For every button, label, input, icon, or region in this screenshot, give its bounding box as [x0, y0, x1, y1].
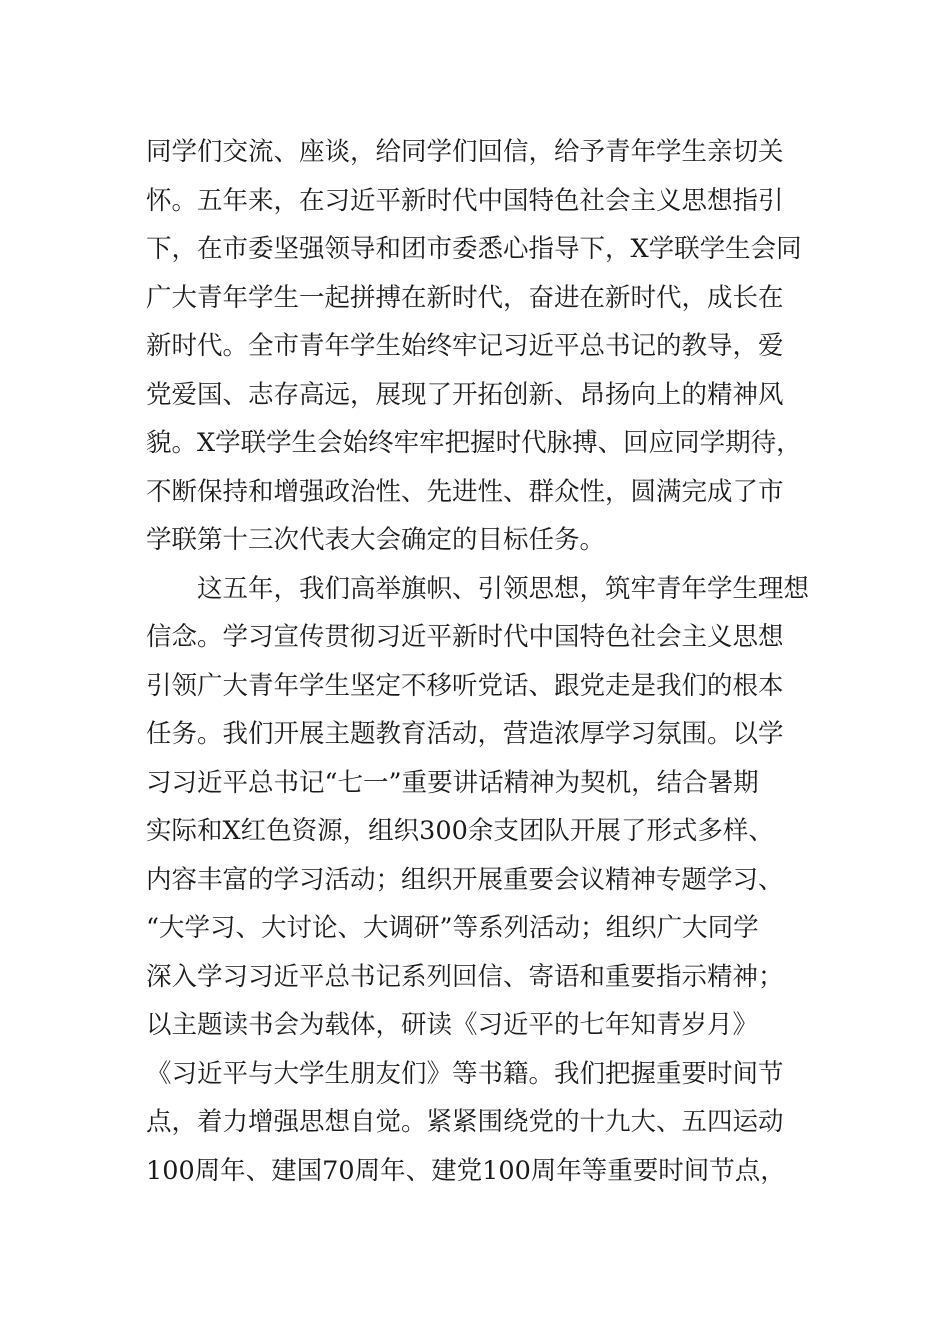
text-line: 以主题读书会为载体，研读《习近平的七年知青岁月》	[146, 1010, 759, 1040]
text-line: 习习近平总书记“七一”重要讲话精神为契机，结合暑期	[146, 767, 759, 798]
text-line: 这五年，我们高举旗帜、引领思想，筑牢青年学生理想	[146, 573, 810, 604]
text-line: 不断保持和增强政治性、先进性、群众性，圆满完成了市	[146, 476, 784, 507]
text-line: 党爱国、志存高远，展现了开拓创新、昂扬向上的精神风	[146, 379, 784, 410]
text-line: 引领广大青年学生坚定不移听党话、跟党走是我们的根本	[146, 670, 784, 701]
text-line: “大学习、大讨论、大调研”等系列活动；组织广大同学	[146, 913, 759, 943]
text-line: 广大青年学生一起拼搏在新时代，奋进在新时代，成长在	[146, 282, 784, 313]
body-text	[146, 128, 816, 1195]
text-line: 任务。我们开展主题教育活动，营造浓厚学习氛围。以学	[146, 719, 784, 749]
text-line: 怀。五年来，在习近平新时代中国特色社会主义思想指引	[146, 185, 784, 216]
text-line: 点，着力增强思想自觉。紧紧围绕党的十九大、五四运动	[146, 1107, 784, 1137]
text-line: 新时代。全市青年学生始终牢记习近平总书记的教导，爱	[146, 331, 784, 361]
text-line: 同学们交流、座谈，给同学们回信，给予青年学生亲切关	[146, 137, 784, 167]
text-line: 100周年、建国70周年、建党100周年等重要时间节点，	[146, 1155, 786, 1186]
text-line: 深入学习习近平总书记系列回信、寄语和重要指示精神；	[146, 961, 784, 992]
text-line: 内容丰富的学习活动；组织开展重要会议精神专题学习、	[146, 864, 784, 895]
text-line: 《习近平与大学生朋友们》等书籍。我们把握重要时间节	[146, 1058, 784, 1089]
text-line: 貌。X学联学生会始终牢牢把握时代脉搏、回应同学期待，	[146, 428, 802, 458]
text-line: 下，在市委坚强领导和团市委悉心指导下，X学联学生会同	[146, 234, 802, 264]
text-line: 实际和X红色资源，组织300余支团队开展了形式多样、	[146, 816, 774, 846]
text-line: 学联第十三次代表大会确定的目标任务。	[146, 525, 606, 555]
text-line: 信念。学习宣传贯彻习近平新时代中国特色社会主义思想	[146, 622, 784, 652]
